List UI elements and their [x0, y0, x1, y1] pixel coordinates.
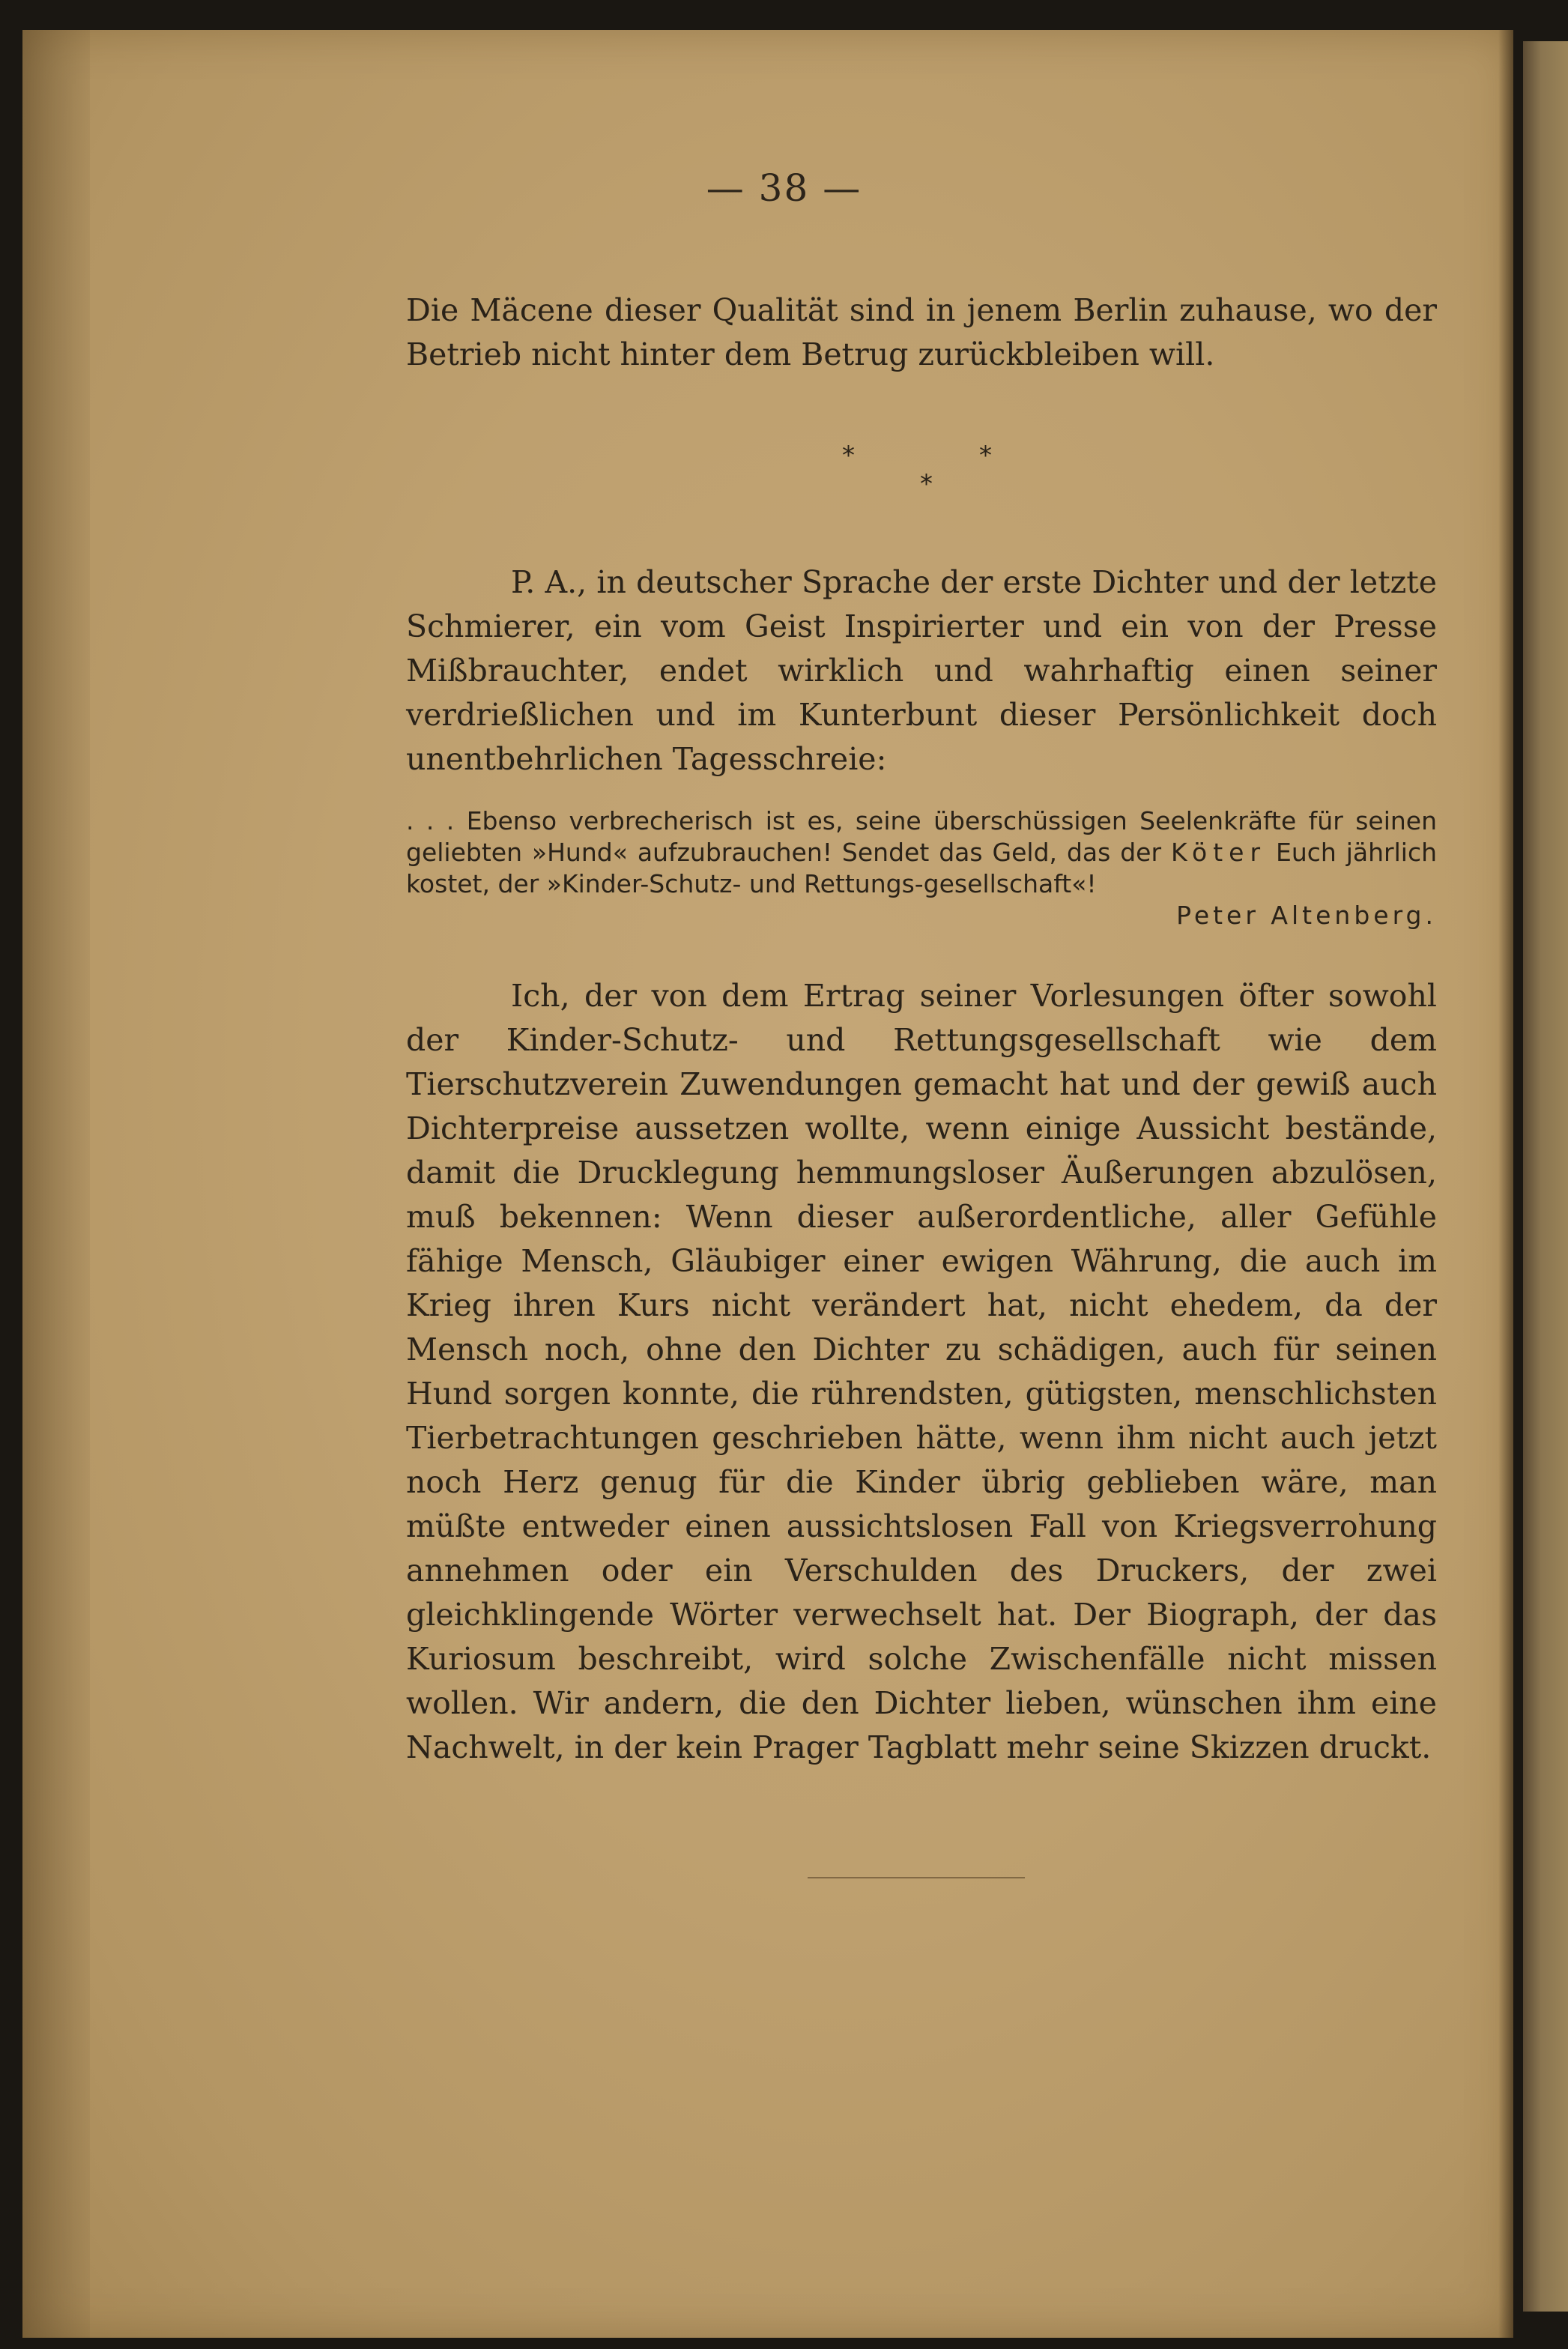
altenberg-quote: [406, 805, 1437, 931]
adjacent-page-edge: [1523, 41, 1568, 2312]
page-edge-left: [22, 30, 90, 2338]
asterisk-left: *: [842, 441, 855, 471]
page-gutter: [1498, 30, 1513, 2338]
page-number: — 38 —: [706, 166, 862, 210]
end-rule: [808, 1877, 1025, 1878]
quote-text-1: . . . Ebenso verbrecherisch ist es, seine überschüssigen Seelenkräfte für seinen geliebten »Hund« aufzubrauchen! Sendet das Geld, das der: [406, 806, 1437, 867]
paragraph-mäcene: Die Mäcene dieser Qualität sind in jenem Berlin zuhause, wo der Betrieb nicht hinter dem Betrug zurückbleiben will.: [406, 292, 1437, 372]
quote-spaced-word: Köter: [1171, 838, 1267, 867]
quote-signature: Peter Altenberg.: [1176, 901, 1437, 930]
quote-text-2: Euch jährlich kostet, der »Kinder-Schutz- und Rettungs-gesellschaft«!: [406, 838, 1437, 898]
paragraph-ich: Ich, der von dem Ertrag seiner Vorlesungen öfter sowohl der Kinder-Schutz- und Rettungsgesellschaft wie dem Tierschutzverein Zuwendungen gemacht hat und der gewiß auch Dichterpreise aussetzen wollte, wenn einige Aussicht bestände, damit die Drucklegung hemmungsloser Äußerungen abzulösen, muß bekennen: Wenn dieser außerordentliche, aller Gefühle fähige Mensch, Gläubiger einer ewigen Währung, die auch im Krieg ihren Kurs nicht verändert hat, nicht ehedem, da der Mensch noch, ohne den Dichter zu schädigen, auch für seinen Hund sorgen konnte, die rührendsten, gütigsten, menschlichsten Tierbetrachtungen geschrieben hätte, wenn ihm nicht auch jetzt noch Herz genug für die Kinder übrig geblieben wäre, man müßte entweder einen aussichtslosen Fall von Kriegsverrohung annehmen oder ein Verschulden des Druckers, der zwei gleichklingende Wörter verwechselt hat. Der Biograph, der das Kuriosum beschreibt, wird solche Zwischenfälle nicht missen wollen. Wir andern, die den Dichter lieben, wünschen ihm eine Nachwelt, in der kein Prager Tagblatt mehr seine Skizzen druckt.: [406, 978, 1437, 1765]
paragraph-pa: P. A., in deutscher Sprache der erste Dichter und der letzte Schmierer, ein vom Geist Inspirierter und ein von der Presse Mißbrauchter, endet wirklich und wahrhaftig einen seiner verdrießlichen und im Kunterbunt dieser Persönlichkeit doch unentbehrlichen Tagesschreie:: [406, 564, 1437, 777]
quote-signature-line: [406, 900, 1437, 931]
asterisk-right: *: [979, 441, 992, 471]
asterisk-middle: *: [920, 469, 933, 499]
